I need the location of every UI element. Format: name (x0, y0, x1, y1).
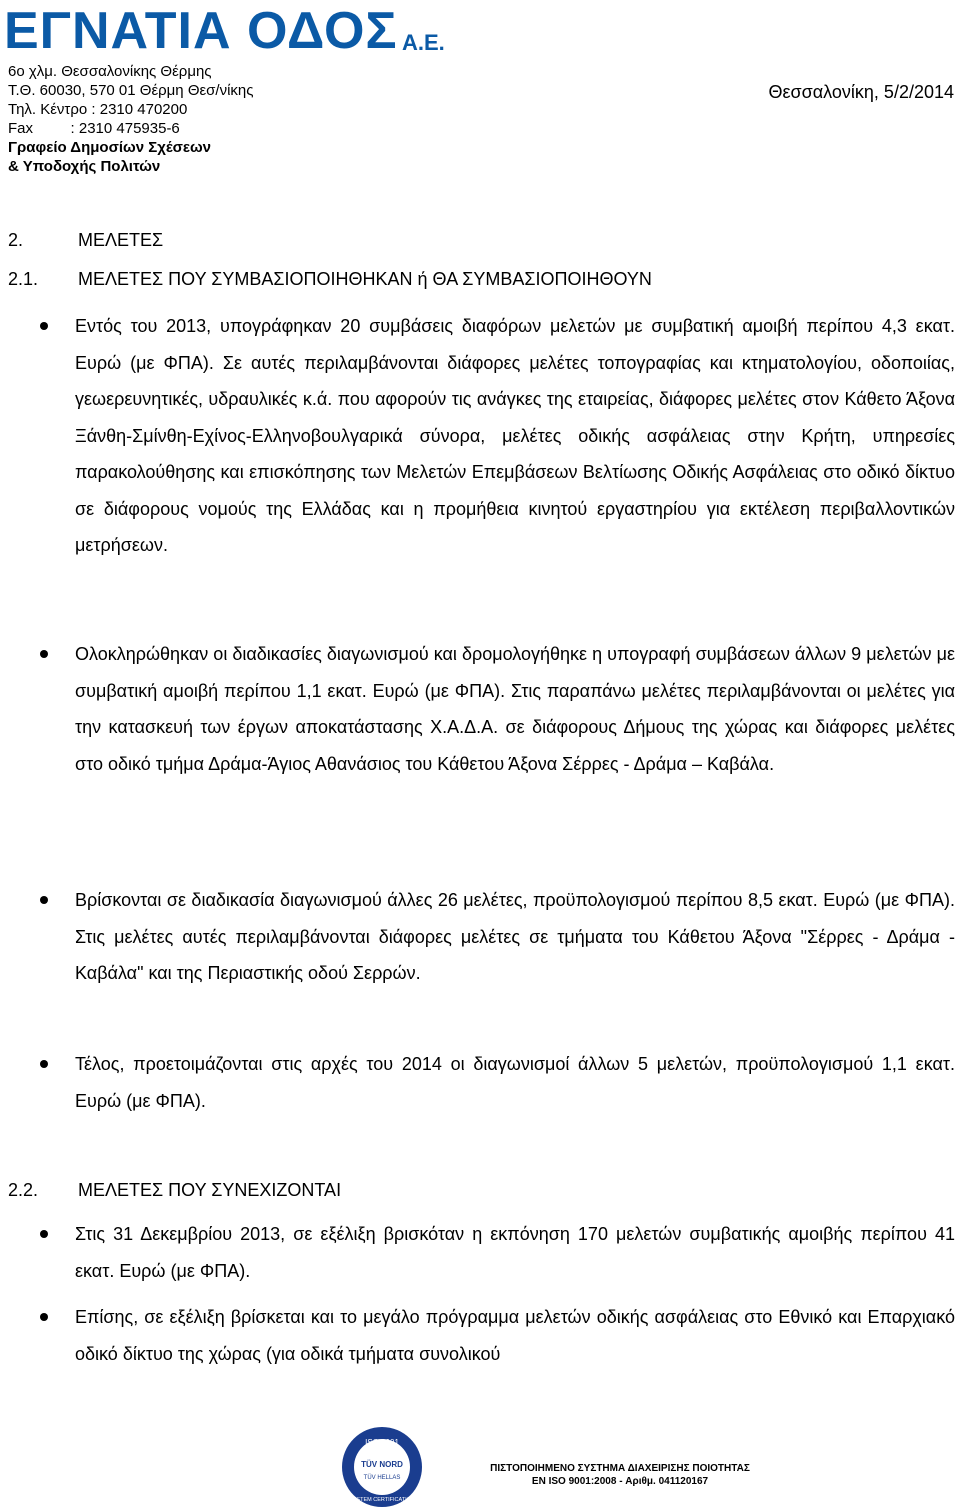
fax-line: Fax : 2310 475935-6 (8, 120, 180, 137)
bullet-marker (40, 650, 48, 658)
list-item: Εντός του 2013, υπογράφηκαν 20 συμβάσεις διαφόρων μελετών με συμβατική αμοιβή περίπου 4,3 εκατ. Ευρώ (με ΦΠΑ). Σε αυτές περιλαμβάνονται διάφορες μελέτες τοπογραφίας και κτηματολογίου, οδοποιίας, γεωερευνητικές, υδραυλικές κ.ά. που αφορούν τις ανάγκες της εταιρείας, διάφορες μελέτες στον Κάθετο Άξονα Ξάνθη-Σμίνθη-Εχίνος-Ελληνοβουλγαρικά σύνορα, μελέτες οδικής ασφάλειας στην Κρήτη, υπηρεσίες παρακολούθησης και επισκόπησης των Μελετών Επεμβάσεων Βελτίωσης Οδικής Ασφάλειας στο οδικό δίκτυο σε διάφορους νομούς της Ελλάδας και η προμήθεια κινητού εργαστηρίου για εκτέλεση περιβαλλοντικών μετρήσεων. (75, 316, 955, 555)
address-block (8, 62, 254, 176)
section-title: ΜΕΛΕΤΕΣ ΠΟΥ ΣΥΜΒΑΣΙΟΠΟΙΗΘΗΚΑΝ ή ΘΑ ΣΥΜΒΑΣΙΟΠΟΙΗΘΟΥΝ (78, 269, 652, 289)
bullet-marker (40, 322, 48, 330)
bullet-marker (40, 896, 48, 904)
iso-certification-seal (340, 1425, 424, 1509)
section-number: 2. (8, 230, 24, 250)
seal-mid-text: TÜV NORD (361, 1460, 403, 1469)
list-item: Τέλος, προετοιμάζονται στις αρχές του 2014 οι διαγωνισμοί άλλων 5 μελετών, προϋπολογισμού 1,1 εκατ. Ευρώ (με ΦΠΑ). (75, 1054, 955, 1111)
bullet-marker (40, 1060, 48, 1068)
seal-sub-text: TÜV HELLAS (363, 1475, 401, 1481)
list-item: Βρίσκονται σε διαδικασία διαγωνισμού άλλες 26 μελέτες, προϋπολογισμού περίπου 8,5 εκατ. Ευρώ (με ΦΠΑ). Στις μελέτες αυτές περιλαμβάνονται διάφορες μελέτες σε τμήματα του Κάθετου Άξονα "Σέρρες - Δράμα - Καβάλα" και της Περιαστικής οδού Σερρών. (75, 890, 955, 983)
logo-text: ΕΓΝΑΤΙΑ ΟΔΟΣ (4, 2, 398, 60)
section-number: 2.1. (8, 269, 39, 289)
bullet-marker (40, 1230, 48, 1238)
department-line: Γραφείο Δημοσίων Σχέσεων (8, 139, 211, 156)
list-item: Στις 31 Δεκεμβρίου 2013, σε εξέλιξη βρισκόταν η εκπόνηση 170 μελετών συμβατικής αμοιβής περίπου 41 εκατ. Ευρώ (με ΦΠΑ). (75, 1224, 955, 1281)
department-line: & Υποδοχής Πολιτών (8, 158, 161, 175)
seal-top-text: ISO 9001 (365, 1438, 399, 1447)
seal-ring-text: SYSTEM CERTIFICATION (349, 1497, 415, 1503)
phone-line: Τηλ. Κέντρο : 2310 470200 (8, 101, 188, 118)
section-number: 2.2. (8, 1180, 39, 1200)
bullet-marker (40, 1313, 48, 1321)
list-item: Ολοκληρώθηκαν οι διαδικασίες διαγωνισμού και δρομολογήθηκε η υπογραφή συμβάσεων άλλων 9 μελετών με συμβατική αμοιβή περίπου 1,1 εκατ. Ευρώ (με ΦΠΑ). Στις παραπάνω μελέτες περιλαμβάνονται οι μελέτες για την κατασκευή των έργων αποκατάστασης Χ.Α.Δ.Α. σε διάφορους Δήμους της χώρας και διάφορες μελέτες στο οδικό τμήμα Δράμα-Άγιος Αθανάσιος του Κάθετου Άξονα Σέρρες - Δράμα – Καβάλα. (75, 644, 955, 774)
address-line: 6ο χλμ. Θεσσαλονίκης Θέρμης (8, 63, 212, 80)
subsection-heading (8, 1180, 341, 1201)
company-logo (4, 2, 444, 60)
section-title: ΜΕΛΕΤΕΣ (78, 230, 164, 250)
address-line: Τ.Θ. 60030, 570 01 Θέρμη Θεσ/νίκης (8, 82, 254, 99)
list-item: Επίσης, σε εξέλιξη βρίσκεται και το μεγάλο πρόγραμμα μελετών οδικής ασφάλειας στο Εθνικό και Επαρχιακό οδικό δίκτυο της χώρας (για οδικά τμήματα συνολικού (75, 1307, 955, 1364)
logo-suffix: Α.Ε. (402, 30, 445, 55)
document-date: Θεσσαλονίκη, 5/2/2014 (768, 82, 954, 102)
section-title: ΜΕΛΕΤΕΣ ΠΟΥ ΣΥΝΕΧΙΖΟΝΤΑΙ (78, 1180, 342, 1200)
section-heading (8, 230, 163, 251)
footer-line: ΠΙΣΤΟΠΟΙΗΜΕΝΟ ΣΥΣΤΗΜΑ ΔΙΑΧΕΙΡΙΣΗΣ ΠΟΙΟΤΗΤΑΣ (490, 1463, 750, 1474)
footer-line: EN ISO 9001:2008 - Αριθμ. 041120167 (531, 1476, 709, 1487)
footer-certification (470, 1462, 770, 1488)
subsection-heading (8, 269, 652, 290)
